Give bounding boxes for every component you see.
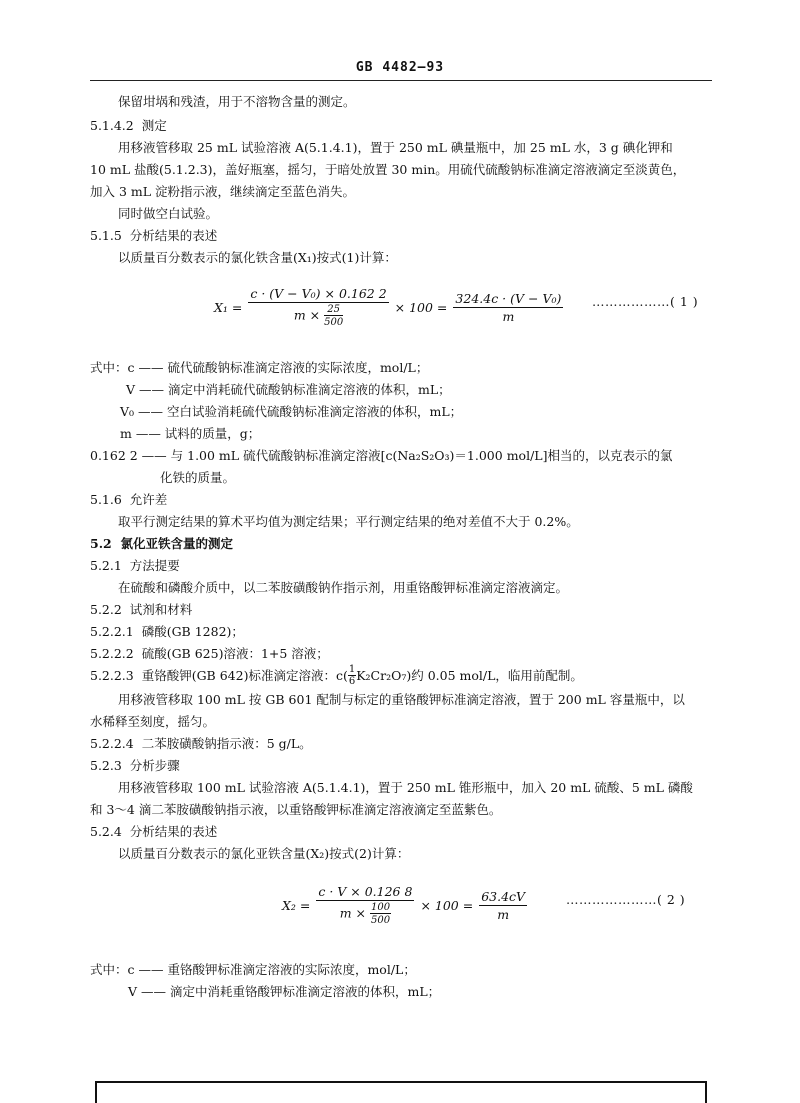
paragraph-line: 在硫酸和磷酸介质中，以二苯胺磺酸钠作指示剂，用重铬酸钾标准滴定溶液滴定。	[118, 580, 569, 595]
paragraph-line: 10 mL 盐酸(5.1.2.3)，盖好瓶塞，摇匀，于暗处放置 30 min。用硫代硫酸钠标准滴定溶液滴定至淡黄色，	[90, 162, 686, 177]
small-fraction	[348, 664, 356, 687]
fraction-numerator: c · (V − V₀) × 0.162 2	[250, 286, 387, 301]
paragraph-line: 用移液管移取 25 mL 试验溶液 A(5.1.4.1)，置于 250 mL 碘量瓶中，加 25 mL 水，3 g 碘化钾和	[118, 140, 673, 155]
section-title: 氯化亚铁含量的测定	[120, 536, 233, 551]
small-fraction	[370, 902, 391, 926]
equation-tag: ( 2 )	[657, 892, 686, 907]
paragraph-line: 和 3～4 滴二苯胺磺酸钠指示液，以重铬酸钾标准滴定溶液滴定至蓝紫色。	[90, 802, 502, 817]
fraction-denominator	[248, 303, 388, 328]
page-header: GB 4482—93	[355, 60, 445, 75]
section-heading	[90, 228, 217, 244]
paragraph-line: 用移液管移取 100 mL 试验溶液 A(5.1.4.1)，置于 250 mL 锥形瓶中，加入 20 mL 硫酸、5 mL 磷酸	[118, 780, 693, 795]
section-number: 5.2.2.1	[90, 624, 134, 639]
equation-lhs: X₂ =	[282, 897, 311, 913]
small-fraction-denominator: 500	[324, 317, 344, 328]
paragraph-line: 加入 3 mL 淀粉指示液，继续滴定至蓝色消失。	[90, 184, 356, 199]
section-title: 硫酸(GB 625)溶液：1+5 溶液；	[141, 646, 329, 661]
section-title: 试剂和材料	[129, 602, 193, 617]
section-heading	[90, 536, 233, 552]
section-number: 5.2.2	[90, 602, 122, 617]
section-heading	[90, 602, 192, 618]
section-text: 重铬酸钾(GB 642)标准滴定溶液：c(	[141, 667, 348, 683]
paragraph-line: 以质量百分数表示的氯化亚铁含量(X₂)按式(2)计算：	[118, 846, 410, 861]
where-line: 0.162 2 —— 与 1.00 mL 硫代硫酸钠标准滴定溶液[c(Na₂S₂O₃)＝1.000 mol/L]相当的，以克表示的氯	[90, 448, 673, 463]
where-line: 化铁的质量。	[160, 470, 236, 485]
equation-number-1	[592, 294, 698, 309]
small-fraction	[324, 304, 343, 328]
section-number: 5.2.3	[90, 758, 122, 773]
header-rule	[90, 80, 712, 81]
paragraph-line: 取平行测定结果的算术平均值为测定结果；平行测定结果的绝对差值不大于 0.2%。	[118, 514, 579, 529]
section-title: 方法提要	[129, 558, 180, 573]
where-line: V —— 滴定中消耗硫代硫酸钠标准滴定溶液的体积，mL；	[126, 382, 451, 397]
section-title: 磷酸(GB 1282)；	[141, 624, 244, 639]
equation-lhs: X₁ =	[214, 299, 243, 315]
section-number: 5.1.5	[90, 228, 122, 243]
section-title: 允许差	[129, 492, 168, 507]
where-line: V₀ —— 空白试验消耗硫代硫酸钠标准滴定溶液的体积，mL；	[120, 404, 463, 419]
denominator-prefix: m ×	[293, 307, 321, 323]
section-number: 5.2.2.3	[90, 667, 134, 683]
section-number: 5.2.2.4	[90, 736, 134, 751]
section-heading	[90, 758, 180, 774]
section-heading	[90, 736, 312, 752]
where-line: 式中：c —— 重铬酸钾标准滴定溶液的实际浓度，mol/L；	[90, 962, 416, 977]
equation-number-2	[566, 892, 685, 907]
section-number: 5.1.4.2	[90, 118, 134, 133]
equation-middle: × 100 =	[420, 897, 474, 913]
equation-tag: ( 1 )	[670, 294, 699, 309]
section-number: 5.2	[90, 536, 112, 551]
section-title: 二苯胺磺酸钠指示液：5 g/L。	[141, 736, 312, 751]
section-title: 分析结果的表述	[129, 228, 218, 243]
fraction-denominator: m	[497, 906, 510, 922]
equation-fraction	[248, 286, 388, 328]
footer-frame	[95, 1081, 707, 1103]
paragraph-line: 用移液管移取 100 mL 按 GB 601 配制与标定的重铬酸钾标准滴定溶液，置于 200 mL 容量瓶中，以	[118, 692, 685, 707]
paragraph-line: 以质量百分数表示的氯化铁含量(X₁)按式(1)计算：	[118, 250, 397, 265]
small-fraction-numerator: 25	[324, 304, 343, 316]
where-line: m —— 试料的质量，g；	[120, 426, 261, 441]
section-heading	[90, 824, 217, 840]
equation-2	[282, 884, 527, 926]
where-line: 式中：c —— 硫代硫酸钠标准滴定溶液的实际浓度，mol/L；	[90, 360, 429, 375]
section-heading	[90, 646, 329, 662]
section-heading	[90, 624, 244, 640]
section-heading	[90, 492, 167, 508]
equation-middle: × 100 =	[394, 299, 448, 315]
fraction-numerator: 324.4c · (V − V₀)	[455, 290, 562, 306]
section-number: 5.2.1	[90, 558, 122, 573]
section-text: K₂Cr₂O₇)约 0.05 mol/L，临用前配制。	[356, 667, 583, 683]
section-heading	[90, 664, 583, 687]
equation-fraction	[316, 884, 414, 926]
section-heading	[90, 558, 180, 574]
fraction-numerator: 63.4cV	[481, 888, 526, 904]
section-number: 5.2.2.2	[90, 646, 134, 661]
section-title: 分析结果的表述	[129, 824, 218, 839]
small-fraction-denominator: 6	[348, 676, 356, 687]
paragraph-line: 水稀释至刻度，摇匀。	[90, 714, 216, 729]
denominator-prefix: m ×	[339, 905, 367, 921]
equation-1	[214, 286, 563, 328]
small-fraction-numerator: 1	[348, 664, 356, 675]
leader-dots: …………………	[566, 892, 657, 907]
small-fraction-denominator: 500	[371, 915, 391, 926]
section-number: 5.2.4	[90, 824, 122, 839]
fraction-denominator	[316, 901, 414, 926]
small-fraction-numerator: 100	[371, 902, 391, 913]
fraction-denominator: m	[502, 308, 515, 324]
leader-dots: ………………	[592, 294, 670, 309]
section-title: 测定	[141, 118, 167, 133]
fraction-numerator: c · V × 0.126 8	[318, 884, 413, 899]
paragraph-line: 保留坩埚和残渣，用于不溶物含量的测定。	[118, 94, 356, 109]
section-number: 5.1.6	[90, 492, 122, 507]
section-title: 分析步骤	[129, 758, 180, 773]
section-heading	[90, 118, 167, 134]
paragraph-line: 同时做空白试验。	[118, 206, 219, 221]
equation-fraction-2	[453, 291, 563, 324]
equation-fraction-2	[479, 889, 527, 922]
where-line: V —— 滴定中消耗重铬酸钾标准滴定溶液的体积，mL；	[128, 984, 441, 999]
